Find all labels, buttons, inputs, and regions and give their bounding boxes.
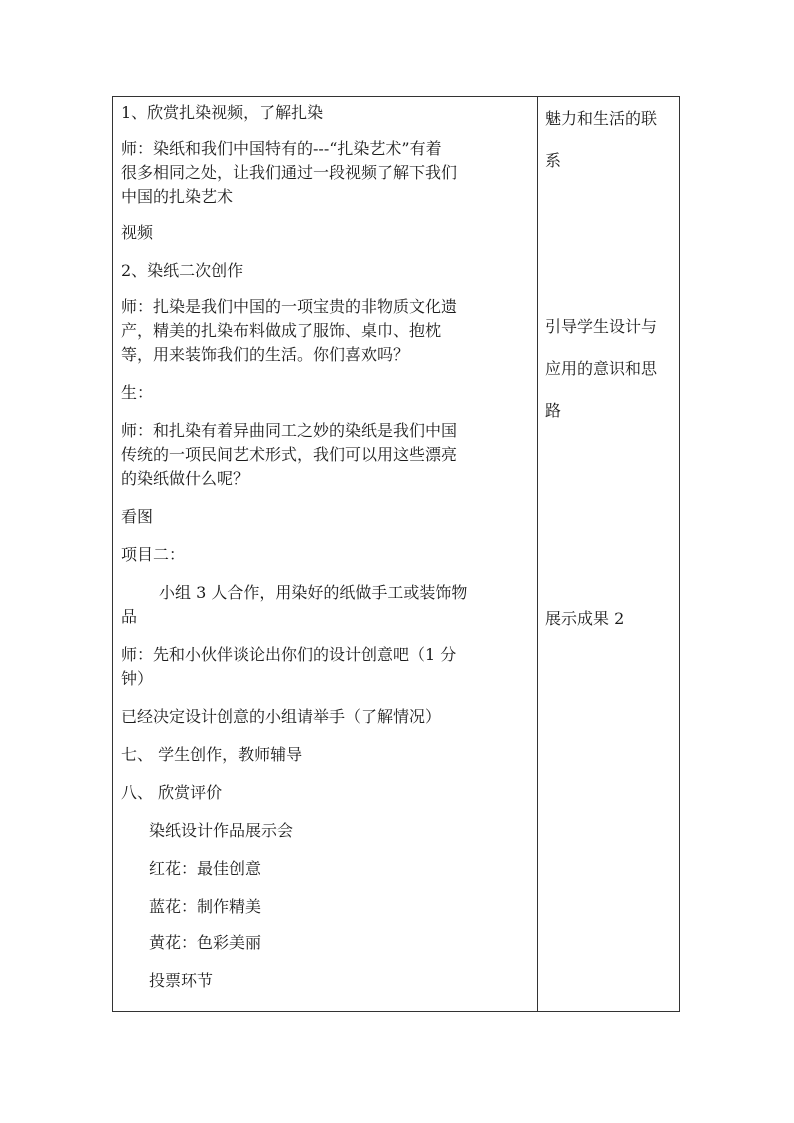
text-line: 生： bbox=[121, 383, 154, 402]
text-line: 路 bbox=[545, 401, 562, 420]
teaching-process-cell bbox=[113, 97, 537, 1011]
text-line: 已经决定设计创意的小组请举手（了解情况） bbox=[121, 707, 442, 726]
text-line: 小组 3 人合作，用染好的纸做手工或装饰物 bbox=[159, 583, 468, 602]
text-line: 的染纸做什么呢？ bbox=[121, 469, 250, 488]
text-line: 应用的意识和思 bbox=[545, 359, 658, 378]
text-line: 很多相同之处，让我们通过一段视频了解下我们 bbox=[121, 163, 458, 182]
text-line: 七、 学生创作，教师辅导 bbox=[121, 745, 303, 764]
text-line: 师：和扎染有着异曲同工之妙的染纸是我们中国 bbox=[121, 421, 458, 440]
text-line: 系 bbox=[545, 151, 562, 170]
design-intent-cell bbox=[538, 97, 681, 1011]
text-line: 染纸设计作品展示会 bbox=[149, 821, 294, 840]
text-line: 师：扎染是我们中国的一项宝贵的非物质文化遗 bbox=[121, 297, 458, 316]
lesson-plan-table bbox=[112, 96, 680, 1012]
text-line: 师：先和小伙伴谈论出你们的设计创意吧（1 分 bbox=[121, 645, 457, 664]
text-line: 魅力和生活的联 bbox=[545, 109, 658, 128]
text-line: 视频 bbox=[121, 223, 154, 242]
text-line: 等，用来装饰我们的生活。你们喜欢吗？ bbox=[121, 345, 410, 364]
text-line: 八、 欣赏评价 bbox=[121, 783, 223, 802]
text-line: 品 bbox=[121, 607, 138, 626]
text-line: 钟） bbox=[121, 669, 154, 688]
text-line: 传统的一项民间艺术形式，我们可以用这些漂亮 bbox=[121, 445, 458, 464]
text-line: 中国的扎染艺术 bbox=[121, 187, 234, 206]
text-line: 引导学生设计与 bbox=[545, 317, 658, 336]
text-line: 产，精美的扎染布料做成了服饰、桌巾、抱枕 bbox=[121, 321, 442, 340]
text-line: 1、欣赏扎染视频，了解扎染 bbox=[121, 103, 324, 122]
text-line: 项目二： bbox=[121, 545, 186, 564]
text-line: 师：染纸和我们中国特有的---“扎染艺术”有着 bbox=[121, 139, 442, 158]
text-line: 蓝花：制作精美 bbox=[149, 897, 262, 916]
text-line: 2、染纸二次创作 bbox=[121, 261, 244, 280]
text-line: 黄花：色彩美丽 bbox=[149, 933, 262, 952]
text-line: 投票环节 bbox=[149, 971, 214, 990]
text-line: 红花：最佳创意 bbox=[149, 859, 262, 878]
text-line: 展示成果 2 bbox=[545, 609, 625, 628]
text-line: 看图 bbox=[121, 507, 154, 526]
